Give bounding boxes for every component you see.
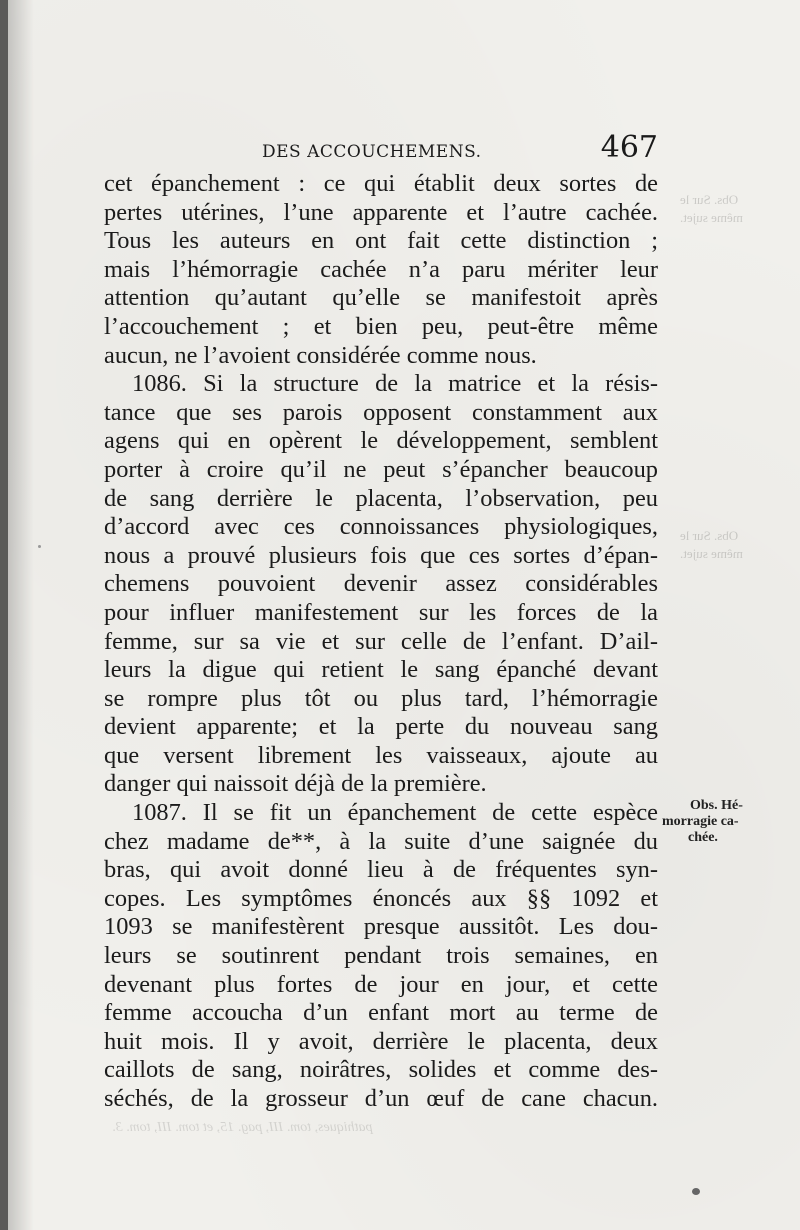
text-line: chez madame de**, à la suite d’une saignée du	[104, 827, 658, 855]
text-line: mais l’hémorragie cachée n’a paru mériter leur	[104, 255, 658, 283]
show-through-text: même sujet.	[680, 210, 743, 225]
text-line: que versent librement les vaisseaux, ajoute au	[104, 741, 658, 769]
text-line: chemens pouvoient devenir assez considérables	[104, 570, 658, 598]
marginal-note-line: chée.	[688, 830, 718, 845]
text-line: se rompre plus tôt ou plus tard, l’hémorragie	[104, 684, 658, 712]
text-line: leurs la digue qui retient le sang épanché devant	[104, 656, 658, 684]
text-line: bras, qui avoit donné lieu à de fréquentes syn-	[104, 856, 658, 884]
paragraph-1086-start: 1086. Si la structure de la matrice et la résis-	[132, 370, 658, 398]
text-line: caillots de sang, noirâtres, solides et comme des-	[104, 1056, 658, 1084]
text-line: danger qui naissoit déjà de la première.	[104, 770, 487, 798]
show-through-text: Obs. Sur le	[680, 528, 739, 543]
paper-speck	[38, 545, 41, 548]
text-line: tance que ses parois opposent constamment aux	[104, 398, 658, 426]
text-line: d’accord avec ces connoissances physiologiques,	[104, 513, 658, 541]
text-line: devient apparente; et la perte du nouveau sang	[104, 713, 658, 741]
text-line: huit mois. Il y avoit, derrière le placenta, deux	[104, 1027, 658, 1055]
text-line: pour influer manifestement sur les forces de la	[104, 598, 658, 626]
marginal-note	[662, 798, 786, 846]
text-line: cet épanchement : ce qui établit deux sortes de	[104, 170, 658, 197]
marginal-note-line: morragie ca-	[662, 814, 739, 829]
running-title: DES ACCOUCHEMENS.	[262, 142, 482, 162]
paper-speck	[692, 1188, 700, 1195]
text-line: copes. Les symptômes énoncés aux §§ 1092 et	[104, 884, 658, 912]
text-line: devenant plus fortes de jour en jour, et cette	[104, 970, 658, 998]
marginal-note-line: Obs. Hé-	[690, 798, 743, 813]
text-line: Tous les auteurs en ont fait cette distinction ;	[104, 227, 658, 255]
text-line: nous a prouvé plusieurs fois que ces sortes d’épan-	[104, 541, 658, 569]
text-line: femme, sur sa vie et sur celle de l’enfant. D’ail-	[104, 627, 658, 655]
spine-shadow	[8, 0, 34, 1230]
show-through-text: Obs. Sur le	[680, 192, 739, 207]
show-through-text: même sujet.	[680, 546, 743, 561]
text-line: séchés, de la grosseur d’un œuf de cane chacun.	[104, 1085, 658, 1112]
text-line: pertes utérines, l’une apparente et l’autre cachée.	[104, 198, 658, 226]
text-line: femme accoucha d’un enfant mort au terme de	[104, 999, 658, 1027]
text-line: porter à croire qu’il ne peut s’épancher beaucoup	[104, 455, 658, 483]
text-line: leurs se soutinrent pendant trois semaines, en	[104, 942, 658, 970]
page-number: 467	[600, 130, 658, 165]
text-line: de sang derrière le placenta, l’observation, peu	[104, 484, 658, 512]
running-header	[104, 130, 658, 174]
body-text	[104, 170, 658, 1114]
show-through-footnote: pathiques, tom. III, pag. 15, et tom. III, tom. 3.	[112, 1120, 373, 1135]
text-line: l’accouchement ; et bien peu, peut-être même	[104, 312, 658, 340]
text-line: aucun, ne l’avoient considérée comme nous.	[104, 341, 537, 369]
paragraph-1087-start: 1087. Il se fit un épanchement de cette espèce	[132, 799, 658, 827]
text-line: agens qui en opèrent le développement, semblent	[104, 427, 658, 455]
text-line: 1093 se manifestèrent presque aussitôt. Les dou-	[104, 913, 658, 941]
text-line: attention qu’autant qu’elle se manifestoit après	[104, 284, 658, 312]
